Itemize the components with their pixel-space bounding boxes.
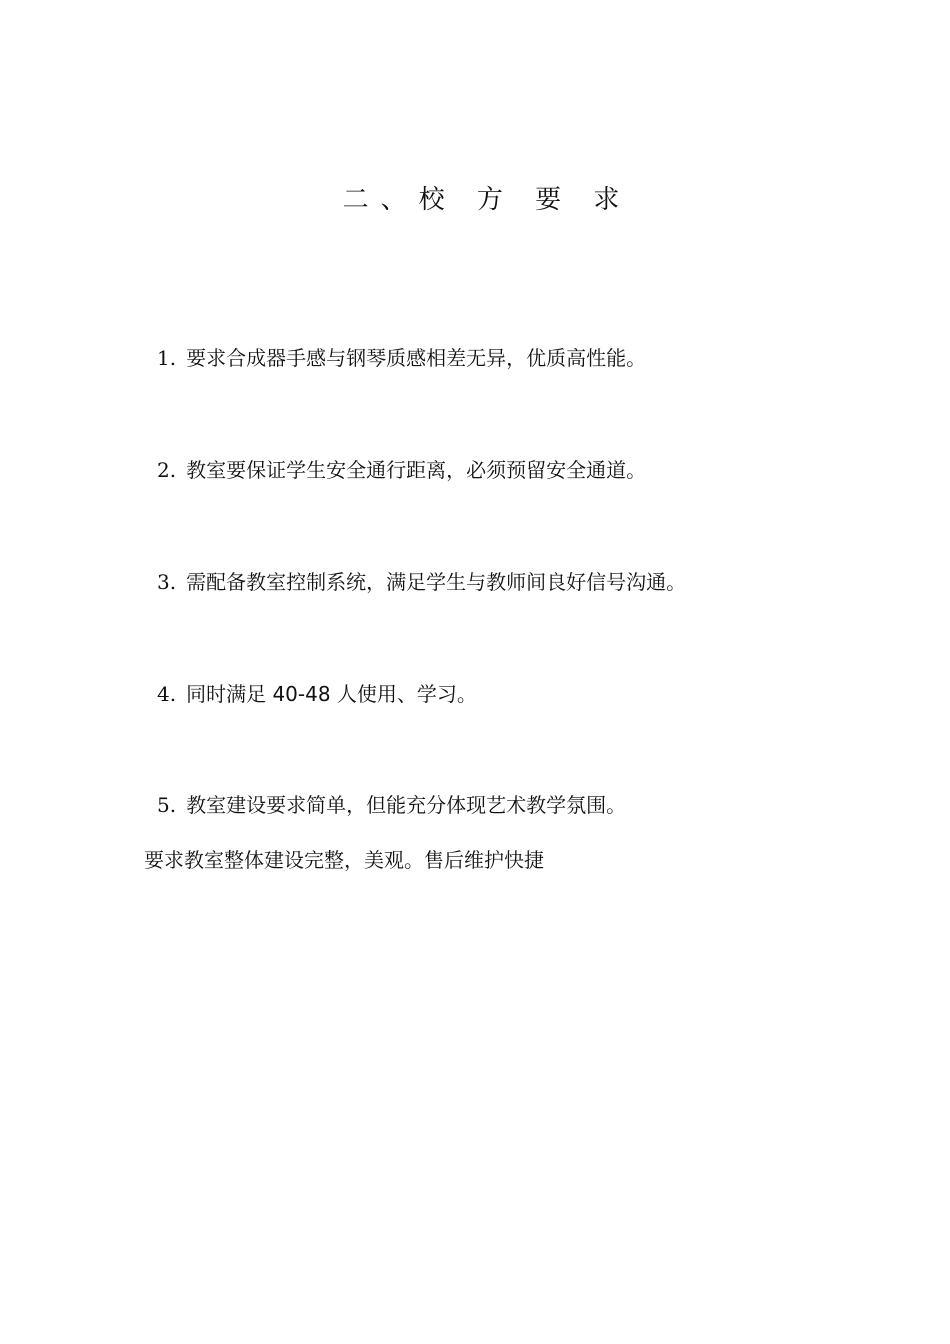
item-text: 同时满足 40-48 人使用、学习。 [186,682,477,706]
item-number: 4. [157,682,177,706]
item-text: 需配备教室控制系统，满足学生与教师间良好信号沟通。 [186,570,687,594]
section-title: 二、校 方 要 求 [342,185,632,215]
item-text: 要求合成器手感与钢琴质感相差无异，优质高性能。 [186,346,647,370]
requirement-item [157,568,686,596]
item-number: 3. [157,570,177,594]
item-text: 教室要保证学生安全通行距离，必须预留安全通道。 [186,458,647,482]
requirement-item [157,344,646,372]
item-number: 1. [157,346,177,370]
item-text: 教室建设要求简单，但能充分体现艺术教学氛围。 [186,793,627,817]
requirement-item [157,791,626,819]
item-number: 5. [157,793,177,817]
item-number: 2. [157,458,177,482]
requirement-item [157,456,646,484]
requirement-item [157,680,477,708]
closing-paragraph: 要求教室整体建设完整，美观。售后维护快捷 [144,848,544,872]
